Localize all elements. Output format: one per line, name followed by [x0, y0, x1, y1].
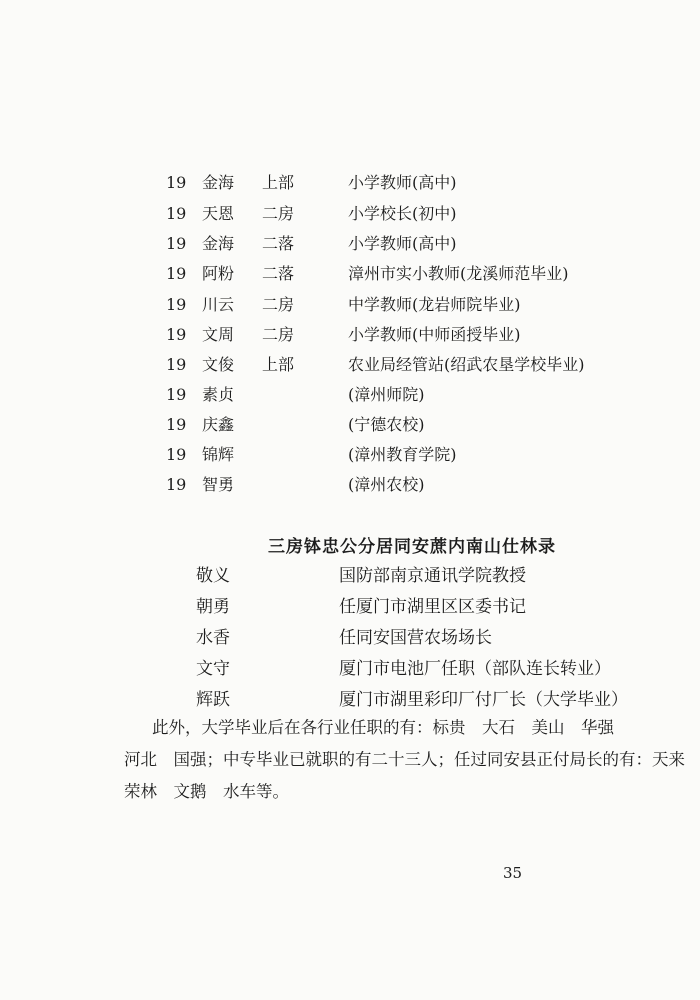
generation-number: 19 — [166, 264, 187, 283]
branch-name: 二房 — [262, 295, 295, 314]
generation-number: 19 — [166, 415, 187, 434]
person-name: 锦辉 — [202, 445, 235, 464]
person-name: 文周 — [202, 325, 235, 344]
generation-number: 19 — [166, 234, 187, 253]
branch-name: 上部 — [262, 173, 295, 192]
generation-number: 19 — [166, 355, 187, 374]
person-name: 智勇 — [202, 475, 235, 494]
official-position: 厦门市电池厂任职（部队连长转业） — [339, 659, 611, 679]
branch-name: 二房 — [262, 204, 295, 223]
occupation-text: 小学校长(初中) — [348, 204, 457, 223]
official-position: 任同安国营农场场长 — [339, 628, 492, 648]
occupation-text: (漳州农校) — [348, 475, 425, 494]
occupation-text: 小学教师(高中) — [348, 173, 457, 192]
branch-name: 上部 — [262, 355, 295, 374]
paragraph-line: 荣林 文鹅 水车等。 — [124, 782, 289, 801]
summary-paragraph — [124, 712, 685, 808]
person-name: 阿粉 — [202, 264, 235, 283]
occupation-text: 小学教师(中师函授毕业) — [348, 325, 521, 344]
occupation-text: (漳州教育学院) — [348, 445, 457, 464]
generation-number: 19 — [166, 173, 187, 192]
generation-number: 19 — [166, 475, 187, 494]
occupation-text: 漳州市实小教师(龙溪师范毕业) — [348, 264, 569, 283]
official-name: 敬义 — [196, 566, 230, 586]
paragraph-line: 此外，大学毕业后在各行业任职的有：标贵 大石 美山 华强 — [152, 718, 614, 737]
generation-number: 19 — [166, 385, 187, 404]
occupation-text: 中学教师(龙岩师院毕业) — [348, 295, 521, 314]
official-name: 辉跃 — [196, 690, 230, 710]
branch-name: 二落 — [262, 234, 295, 253]
occupation-text: 小学教师(高中) — [348, 234, 457, 253]
occupation-text: 农业局经管站(绍武农垦学校毕业) — [348, 355, 585, 374]
occupation-text: (漳州师院) — [348, 385, 425, 404]
generation-number: 19 — [166, 295, 187, 314]
branch-name: 二落 — [262, 264, 295, 283]
person-name: 天恩 — [202, 204, 235, 223]
occupation-text: (宁德农校) — [348, 415, 425, 434]
official-position: 国防部南京通讯学院教授 — [339, 566, 526, 586]
person-name: 素贞 — [202, 385, 235, 404]
branch-name: 二房 — [262, 325, 295, 344]
official-name: 水香 — [196, 628, 230, 648]
section-title: 三房钵忠公分居同安蔗内南山仕林录 — [268, 537, 556, 557]
generation-number: 19 — [166, 445, 187, 464]
generation-number: 19 — [166, 325, 187, 344]
official-position: 厦门市湖里彩印厂付厂长（大学毕业） — [339, 690, 628, 710]
generation-number: 19 — [166, 204, 187, 223]
paragraph-line: 河北 国强；中专毕业已就职的有二十三人；任过同安县正付局长的有：天来 — [124, 750, 685, 769]
page-number: 35 — [503, 864, 523, 882]
official-name: 文守 — [196, 659, 230, 679]
person-name: 文俊 — [202, 355, 235, 374]
person-name: 金海 — [202, 234, 235, 253]
official-name: 朝勇 — [196, 597, 230, 617]
person-name: 川云 — [202, 295, 235, 314]
official-position: 任厦门市湖里区区委书记 — [339, 597, 526, 617]
person-name: 金海 — [202, 173, 235, 192]
person-name: 庆鑫 — [202, 415, 235, 434]
